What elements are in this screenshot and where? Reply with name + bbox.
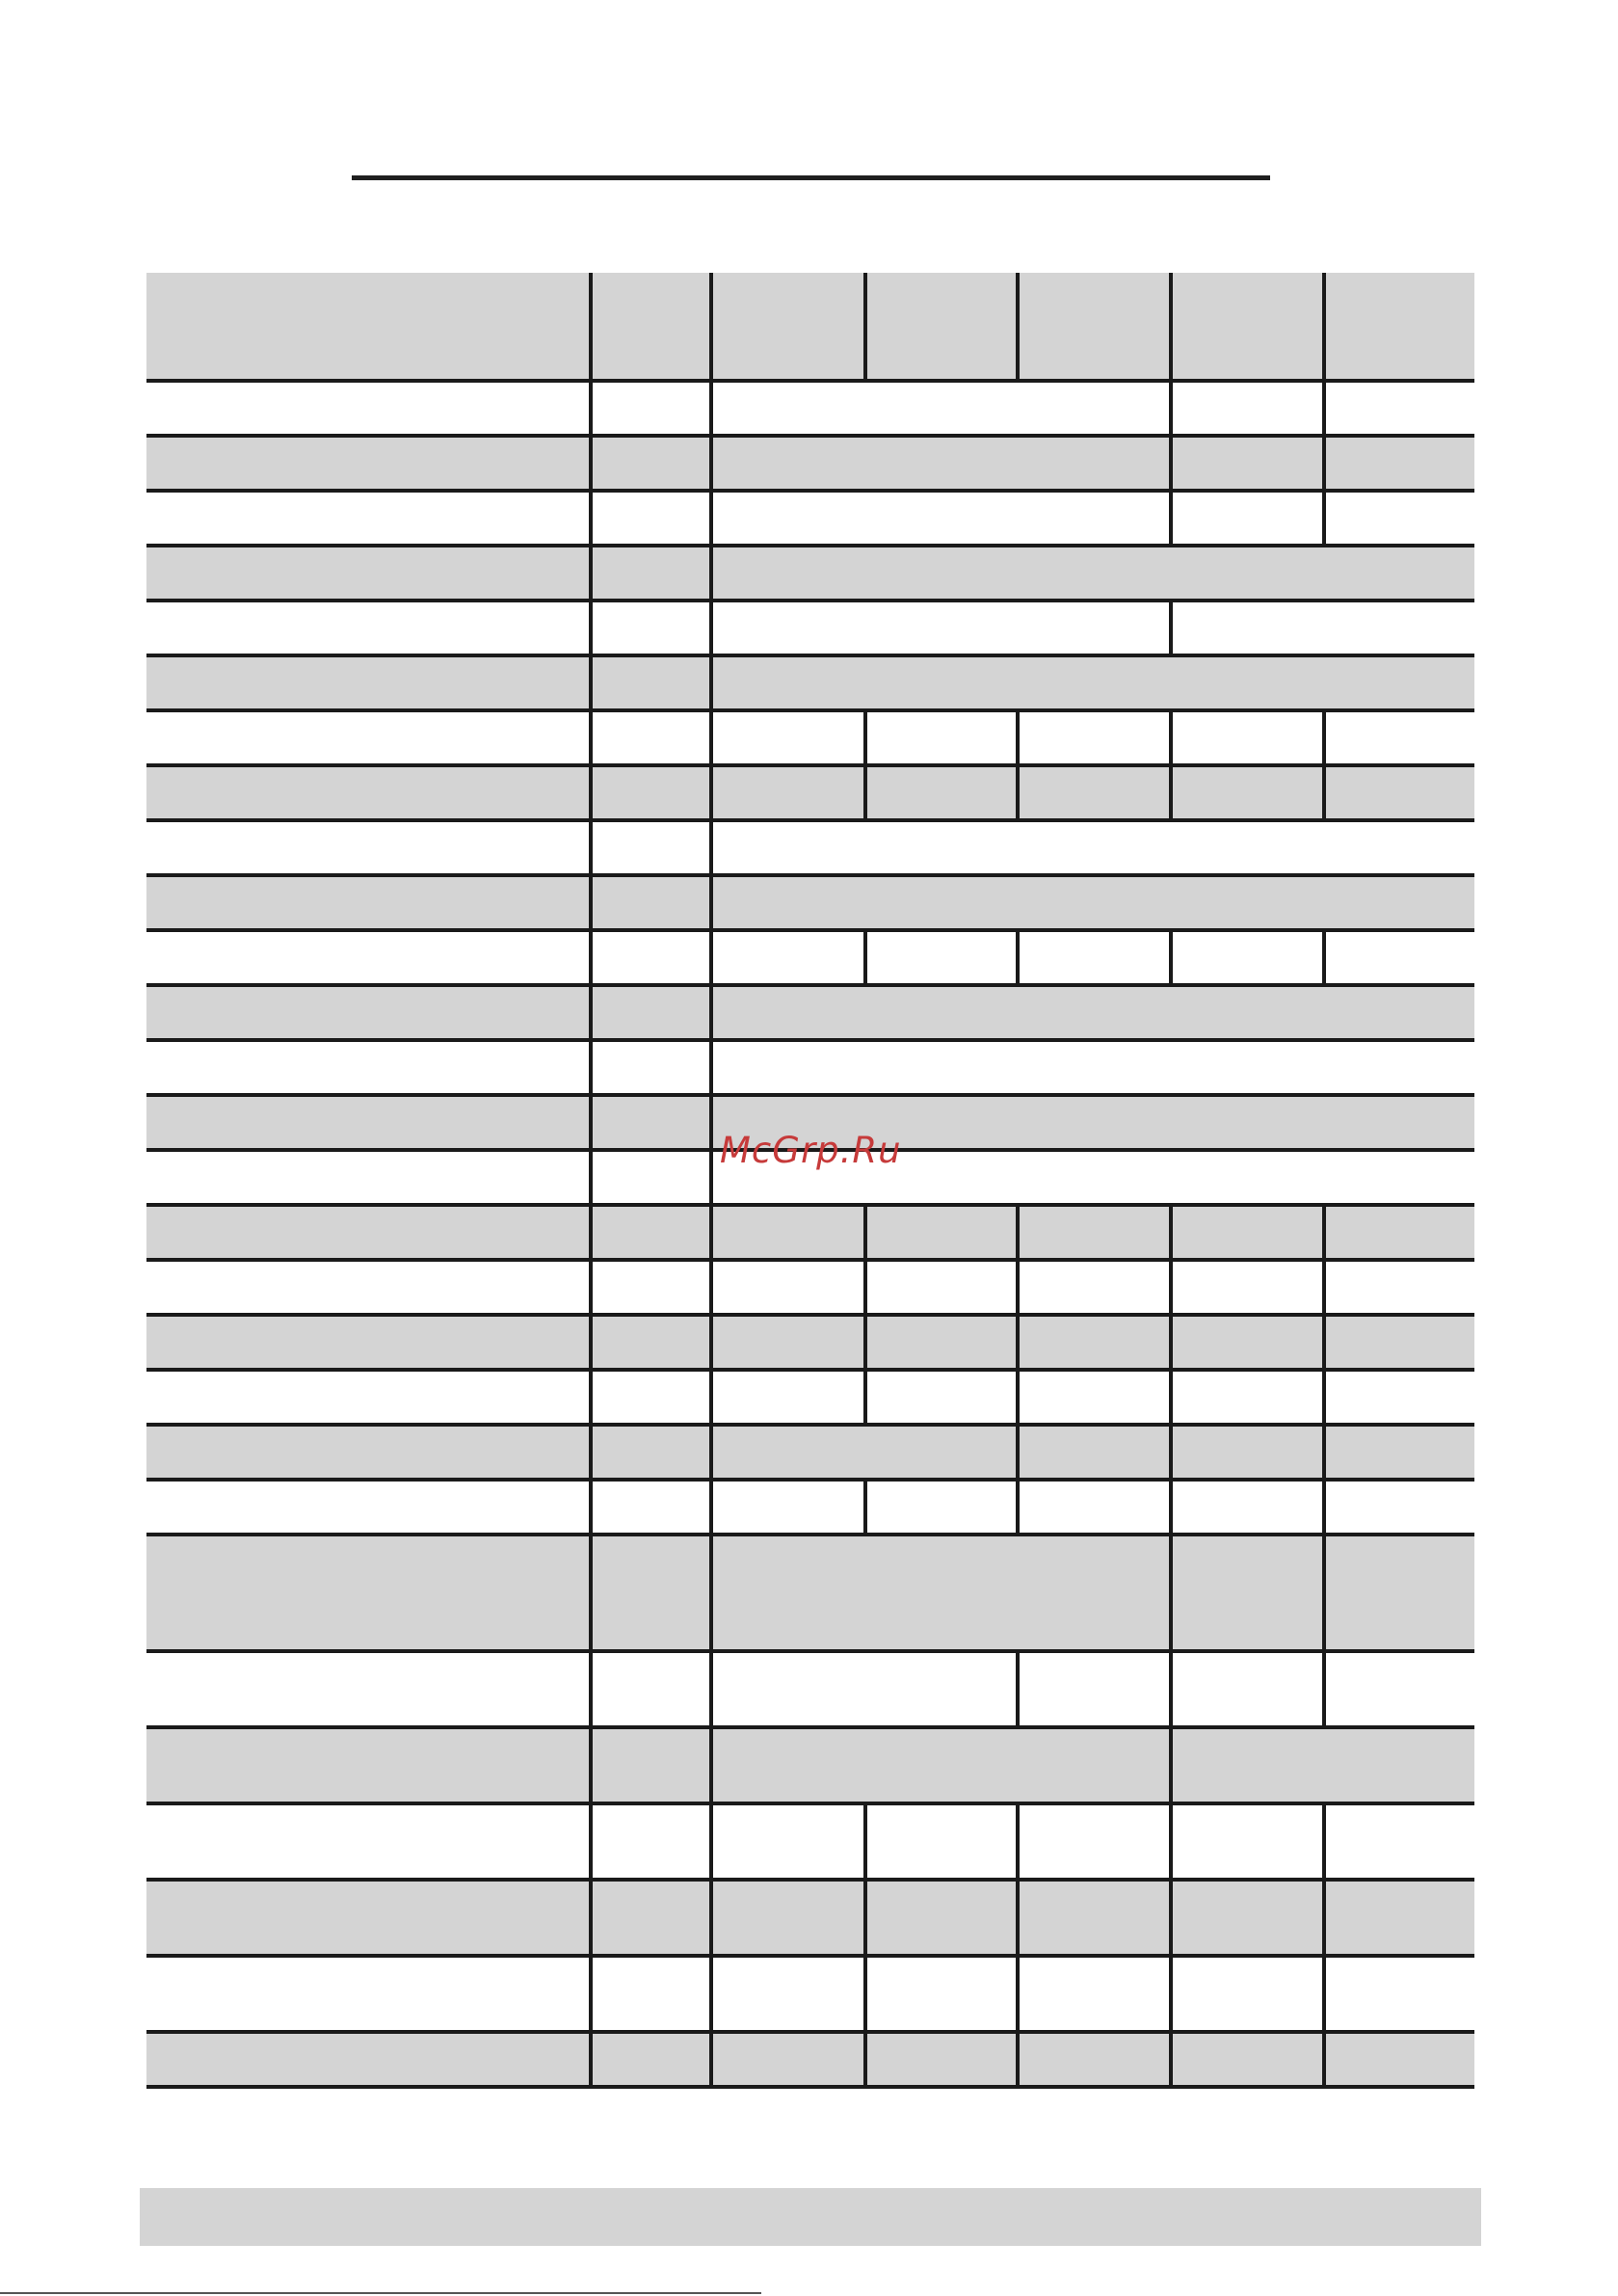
table-cell xyxy=(709,1317,863,1368)
table-cell xyxy=(1322,1536,1474,1649)
table-cell xyxy=(709,602,1169,654)
table-cell xyxy=(146,1207,589,1258)
table-cell xyxy=(709,1262,863,1313)
table-cell xyxy=(1169,2034,1322,2085)
table-cell xyxy=(146,1372,589,1423)
table-cell xyxy=(146,1262,589,1313)
table-row xyxy=(146,602,1474,657)
header-cell xyxy=(709,273,863,379)
title-underline xyxy=(352,175,1270,180)
table-cell xyxy=(1169,1653,1322,1725)
table-cell xyxy=(589,547,709,599)
table-cell xyxy=(709,932,863,983)
table-cell xyxy=(1016,1262,1169,1313)
table-cell xyxy=(863,767,1016,818)
table-cell xyxy=(709,1805,863,1878)
table-cell xyxy=(146,1482,589,1533)
table-cell xyxy=(589,602,709,654)
table-cell xyxy=(1322,932,1474,983)
table-cell xyxy=(146,932,589,983)
table-row xyxy=(146,1372,1474,1427)
table-cell xyxy=(589,1372,709,1423)
table-cell xyxy=(1169,932,1322,983)
table-row xyxy=(146,1729,1474,1805)
table-cell xyxy=(589,383,709,434)
table-cell xyxy=(589,2034,709,2085)
table-cell xyxy=(1322,493,1474,544)
table-row xyxy=(146,1882,1474,1958)
table-cell xyxy=(146,877,589,928)
table-cell xyxy=(589,1207,709,1258)
header-cell xyxy=(1169,273,1322,379)
table-cell xyxy=(146,547,589,599)
table-cell xyxy=(1322,767,1474,818)
table-cell xyxy=(146,1729,589,1802)
table-row xyxy=(146,932,1474,987)
table-cell xyxy=(709,657,1474,708)
table-cell xyxy=(709,1042,1474,1093)
table-cell xyxy=(709,1207,863,1258)
table-cell xyxy=(1016,712,1169,763)
table-row xyxy=(146,1317,1474,1372)
table-row xyxy=(146,1427,1474,1482)
table-cell xyxy=(709,712,863,763)
table-cell xyxy=(1016,1372,1169,1423)
table-cell xyxy=(709,1958,863,2030)
table-cell xyxy=(1322,1482,1474,1533)
table-cell xyxy=(589,822,709,873)
table-cell xyxy=(709,438,1169,489)
table-cell xyxy=(709,1372,863,1423)
table-cell xyxy=(1169,383,1322,434)
table-cell xyxy=(589,438,709,489)
table-cell xyxy=(589,1427,709,1478)
table-cell xyxy=(146,1042,589,1093)
table-cell xyxy=(589,712,709,763)
table-cell xyxy=(589,1042,709,1093)
table-cell xyxy=(709,767,863,818)
table-cell xyxy=(146,2034,589,2085)
table-row xyxy=(146,1805,1474,1882)
spec-table xyxy=(146,273,1474,2089)
table-cell xyxy=(1169,1262,1322,1313)
table-row xyxy=(146,547,1474,602)
table-row xyxy=(146,822,1474,877)
table-cell xyxy=(863,712,1016,763)
header-cell xyxy=(589,273,709,379)
table-cell xyxy=(589,1882,709,1954)
table-cell xyxy=(863,1482,1016,1533)
table-cell xyxy=(589,1536,709,1649)
table-cell xyxy=(146,602,589,654)
table-cell xyxy=(1169,438,1322,489)
table-cell xyxy=(709,1729,1169,1802)
table-cell xyxy=(1016,1427,1169,1478)
table-row xyxy=(146,712,1474,767)
table-cell xyxy=(709,822,1474,873)
table-cell xyxy=(146,383,589,434)
table-cell xyxy=(709,987,1474,1038)
table-cell xyxy=(146,1536,589,1649)
table-cell xyxy=(1322,1427,1474,1478)
table-cell xyxy=(709,1653,1016,1725)
table-cell xyxy=(589,1097,709,1148)
table-cell xyxy=(146,1317,589,1368)
table-cell xyxy=(1169,767,1322,818)
table-cell xyxy=(1322,1207,1474,1258)
table-row xyxy=(146,767,1474,822)
header-cell xyxy=(146,273,589,379)
table-cell xyxy=(1169,1958,1322,2030)
table-cell xyxy=(1169,1882,1322,1954)
header-cell xyxy=(863,273,1016,379)
table-cell xyxy=(709,2034,863,2085)
table-cell xyxy=(709,493,1169,544)
table-cell xyxy=(146,1152,589,1203)
table-cell xyxy=(1016,1317,1169,1368)
table-cell xyxy=(589,1805,709,1878)
table-row xyxy=(146,1653,1474,1729)
table-row xyxy=(146,1262,1474,1317)
table-cell xyxy=(1169,1482,1322,1533)
table-cell xyxy=(1016,2034,1169,2085)
watermark-text: McGrp.Ru xyxy=(720,1130,902,1171)
table-cell xyxy=(146,1653,589,1725)
table-cell xyxy=(863,932,1016,983)
table-cell xyxy=(1322,1317,1474,1368)
table-cell xyxy=(1169,1372,1322,1423)
table-cell xyxy=(146,1958,589,2030)
table-row xyxy=(146,1207,1474,1262)
table-cell xyxy=(863,1958,1016,2030)
table-row xyxy=(146,657,1474,712)
table-cell xyxy=(1322,1372,1474,1423)
table-cell xyxy=(1016,1653,1169,1725)
table-cell xyxy=(146,1882,589,1954)
table-cell xyxy=(146,1427,589,1478)
table-cell xyxy=(146,767,589,818)
table-cell xyxy=(1322,1805,1474,1878)
table-cell xyxy=(1016,1958,1169,2030)
table-cell xyxy=(863,1805,1016,1878)
table-row xyxy=(146,1958,1474,2034)
table-cell xyxy=(1322,2034,1474,2085)
table-cell xyxy=(863,2034,1016,2085)
table-cell xyxy=(1169,1207,1322,1258)
table-cell xyxy=(709,1427,1016,1478)
table-cell xyxy=(146,1805,589,1878)
table-cell xyxy=(589,1958,709,2030)
table-cell xyxy=(146,657,589,708)
table-cell xyxy=(863,1372,1016,1423)
table-row xyxy=(146,2034,1474,2089)
table-cell xyxy=(1322,1958,1474,2030)
table-cell xyxy=(709,1482,863,1533)
table-cell xyxy=(146,438,589,489)
table-cell xyxy=(1322,383,1474,434)
table-cell xyxy=(709,1882,863,1954)
table-cell xyxy=(589,767,709,818)
table-cell xyxy=(863,1207,1016,1258)
table-cell xyxy=(709,383,1169,434)
table-cell xyxy=(589,1317,709,1368)
table-cell xyxy=(589,1262,709,1313)
table-cell xyxy=(1169,602,1474,654)
table-cell xyxy=(589,657,709,708)
table-row xyxy=(146,987,1474,1042)
table-row xyxy=(146,493,1474,547)
table-cell xyxy=(709,1536,1169,1649)
table-cell xyxy=(589,932,709,983)
table-cell xyxy=(863,1882,1016,1954)
table-cell xyxy=(1016,1207,1169,1258)
table-cell xyxy=(589,1152,709,1203)
table-cell xyxy=(1016,1482,1169,1533)
table-cell xyxy=(1322,1653,1474,1725)
table-cell xyxy=(1322,1882,1474,1954)
table-cell xyxy=(1169,1427,1322,1478)
table-cell xyxy=(1169,1317,1322,1368)
table-cell xyxy=(1169,1805,1322,1878)
table-cell xyxy=(589,493,709,544)
footer-bar xyxy=(140,2188,1481,2246)
table-cell xyxy=(146,987,589,1038)
table-cell xyxy=(863,1262,1016,1313)
bottom-rule xyxy=(0,2292,761,2294)
table-cell xyxy=(1016,767,1169,818)
table-cell xyxy=(1322,438,1474,489)
table-cell xyxy=(1169,1729,1474,1802)
table-row xyxy=(146,438,1474,493)
table-cell xyxy=(863,1317,1016,1368)
table-cell xyxy=(589,877,709,928)
table-cell xyxy=(146,822,589,873)
table-cell xyxy=(1169,493,1322,544)
table-cell xyxy=(146,712,589,763)
table-cell xyxy=(1016,1805,1169,1878)
table-cell xyxy=(589,987,709,1038)
table-cell xyxy=(1169,712,1322,763)
table-row xyxy=(146,1482,1474,1536)
header-cell xyxy=(1322,273,1474,379)
table-cell xyxy=(146,493,589,544)
table-cell xyxy=(709,877,1474,928)
table-cell xyxy=(1016,1882,1169,1954)
table-cell xyxy=(1016,932,1169,983)
table-cell xyxy=(589,1653,709,1725)
table-cell xyxy=(589,1729,709,1802)
table-cell xyxy=(1322,712,1474,763)
table-row xyxy=(146,383,1474,438)
table-cell xyxy=(1169,1536,1322,1649)
table-cell xyxy=(146,1097,589,1148)
table-header-row xyxy=(146,273,1474,383)
header-cell xyxy=(1016,273,1169,379)
table-cell xyxy=(1322,1262,1474,1313)
table-cell xyxy=(589,1482,709,1533)
table-row xyxy=(146,1042,1474,1097)
table-row xyxy=(146,877,1474,932)
table-cell xyxy=(709,547,1474,599)
table-row xyxy=(146,1536,1474,1653)
